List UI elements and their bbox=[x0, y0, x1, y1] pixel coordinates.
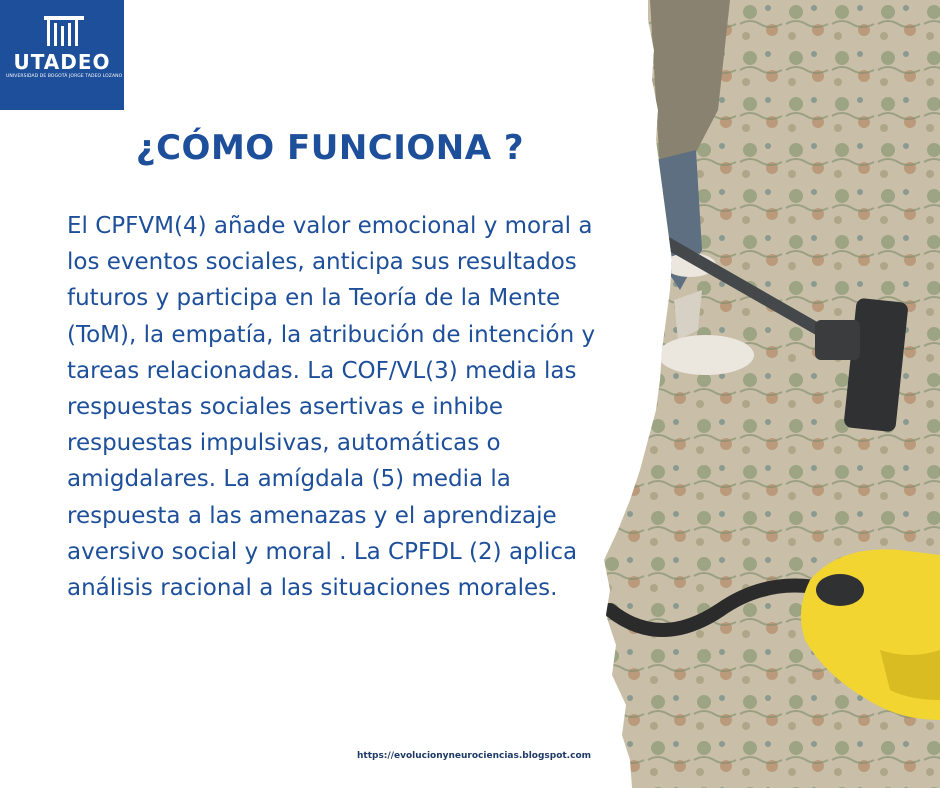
body-paragraph: El CPFVM(4) añade valor emocional y moral a los eventos sociales, anticipa sus resultados futuros y participa en la Teoría de la Mente (ToM), la empatía, la atribución de intención y tareas relacionadas. La COF/VL(3) media las respuestas sociales asertivas e inhibe respuestas impulsivas, automáticas o amigdalares. La amígdala (5) media la respuesta a las amenazas y el aprendizaje aversivo social y moral . La CPFDL (2) aplica análisis racional a las situaciones morales. bbox=[67, 213, 596, 602]
footer-url: https://evolucionyneurociencias.blogspot.com bbox=[357, 751, 591, 761]
page-title: ¿CÓMO FUNCIONA ? bbox=[135, 128, 525, 168]
building-columns-icon bbox=[43, 14, 85, 48]
logo-subtitle: UNIVERSIDAD DE BOGOTÁ JORGE TADEO LOZANO bbox=[6, 74, 123, 79]
utadeo-logo bbox=[0, 0, 124, 110]
vacuum-carpet-photo bbox=[600, 0, 940, 788]
logo-name: UTADEO bbox=[13, 50, 111, 74]
